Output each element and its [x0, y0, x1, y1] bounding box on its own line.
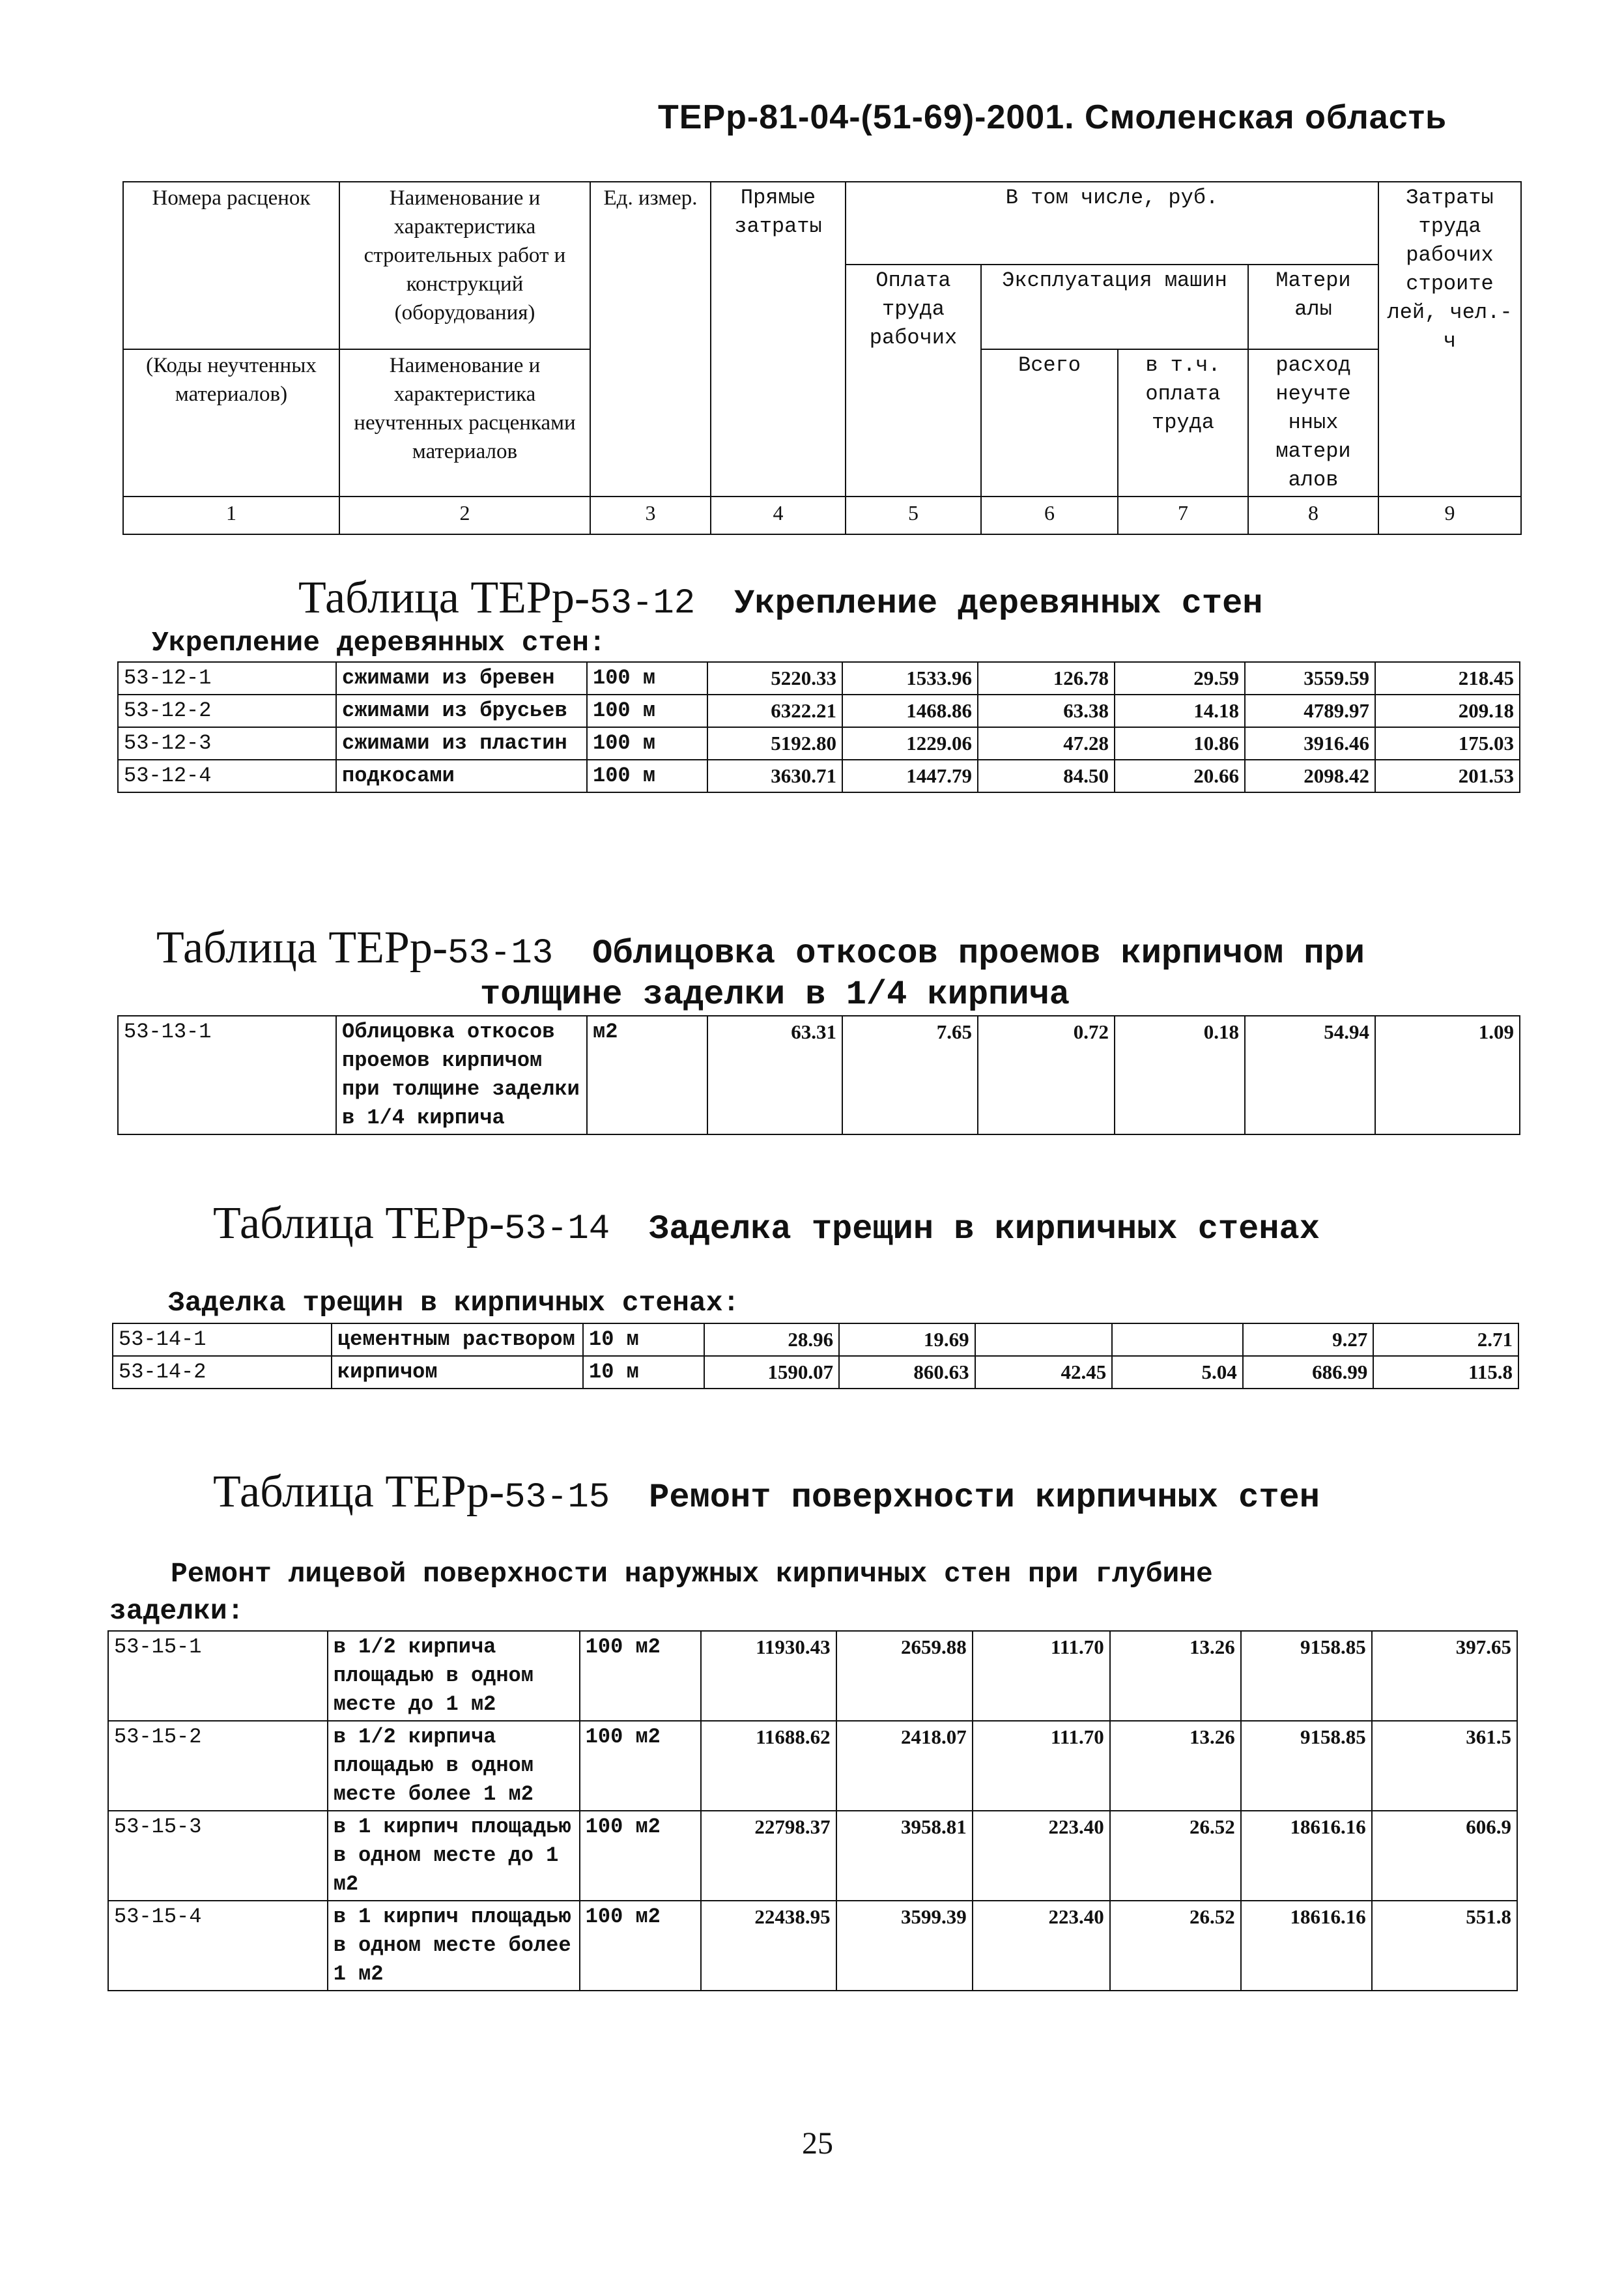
table-heading: Облицовка откосов проемов кирпичом при	[592, 934, 1365, 973]
cell-name: сжимами из брусьев	[336, 695, 587, 727]
table-label: Таблица ТЕРр-	[213, 1198, 505, 1248]
cell-labor: 2.71	[1373, 1323, 1518, 1356]
header-codes-unaccounted: (Коды неучтенных материалов)	[123, 349, 339, 497]
cell-mach-pay	[1112, 1323, 1243, 1356]
cell-code: 53-13-1	[118, 1016, 336, 1134]
cell-mach-pay: 13.26	[1110, 1721, 1241, 1811]
table-row	[118, 727, 1520, 760]
table-subtitle-53-12: Укрепление деревянных стен:	[152, 627, 606, 659]
table-row	[108, 1811, 1517, 1901]
table-title-53-12	[298, 572, 1263, 624]
cell-mat: 18616.16	[1241, 1901, 1372, 1991]
cell-mach-pay: 0.18	[1115, 1016, 1245, 1134]
cell-code: 53-12-1	[118, 662, 336, 695]
table-heading: Заделка трещин в кирпичных стенах	[649, 1210, 1320, 1248]
cell-name: Облицовка откосов проемов кирпичом при толщине заделки в 1/4 кирпича	[336, 1016, 587, 1134]
cell-labor: 201.53	[1375, 760, 1520, 792]
table-53-12	[117, 661, 1520, 793]
table-row	[118, 695, 1520, 727]
cell-name: в 1 кирпич площадью в одном месте до 1 м2	[328, 1811, 580, 1901]
header-materials: Матери алы	[1248, 265, 1378, 349]
cell-mach: 223.40	[973, 1901, 1110, 1991]
table-title-53-14	[213, 1198, 1320, 1250]
cell-mat: 54.94	[1245, 1016, 1375, 1134]
cell-name: в 1 кирпич площадью в одном месте более 1 м2	[328, 1901, 580, 1991]
cell-mach-pay: 5.04	[1112, 1356, 1243, 1389]
header-machines: Эксплуатация машин	[981, 265, 1248, 349]
cell-name: в 1/2 кирпича площадью в одном месте более 1 м2	[328, 1721, 580, 1811]
column-number: 4	[711, 497, 846, 534]
table-number: 53-15	[504, 1478, 610, 1518]
table-subtitle-53-15-line2: заделки:	[109, 1595, 244, 1627]
cell-pay: 7.65	[842, 1016, 978, 1134]
cell-unit: 10 м	[583, 1323, 704, 1356]
cell-direct: 3630.71	[707, 760, 842, 792]
table-53-14	[112, 1323, 1519, 1389]
cell-labor: 209.18	[1375, 695, 1520, 727]
cell-unit: 100 м	[587, 727, 707, 760]
cell-pay: 3958.81	[836, 1811, 973, 1901]
cell-pay: 1533.96	[842, 662, 978, 695]
cell-mach-pay: 13.26	[1110, 1631, 1241, 1721]
cell-mat: 2098.42	[1245, 760, 1375, 792]
cell-code: 53-12-4	[118, 760, 336, 792]
cell-mat: 686.99	[1243, 1356, 1374, 1389]
cell-name: в 1/2 кирпича площадью в одном месте до 1 м2	[328, 1631, 580, 1721]
cell-pay: 860.63	[839, 1356, 975, 1389]
cell-code: 53-14-2	[113, 1356, 332, 1389]
table-subtitle-53-14: Заделка трещин в кирпичных стенах:	[168, 1287, 740, 1319]
cell-pay: 1229.06	[842, 727, 978, 760]
cell-name: сжимами из пластин	[336, 727, 587, 760]
cell-mach-pay: 10.86	[1115, 727, 1245, 760]
cell-mach: 42.45	[975, 1356, 1113, 1389]
column-number: 6	[981, 497, 1118, 534]
cell-pay: 1468.86	[842, 695, 978, 727]
cell-pay: 3599.39	[836, 1901, 973, 1991]
cell-unit: 100 м2	[580, 1811, 701, 1901]
table-number: 53-13	[448, 934, 554, 973]
table-subtitle-53-15: Ремонт лицевой поверхности наружных кирпичных стен при глубине	[171, 1558, 1213, 1590]
header-unit: Ед. измер.	[590, 182, 711, 497]
column-number: 7	[1118, 497, 1248, 534]
table-heading-line2: толщине заделки в 1/4 кирпича	[480, 975, 1070, 1014]
table-row	[118, 1016, 1520, 1134]
column-number: 8	[1248, 497, 1378, 534]
cell-unit: 100 м2	[580, 1721, 701, 1811]
header-materials-use: расход неучте нных матери алов	[1248, 349, 1378, 497]
table-53-15	[107, 1630, 1518, 1991]
table-row	[113, 1323, 1518, 1356]
cell-labor: 551.8	[1372, 1901, 1517, 1991]
cell-mach: 111.70	[973, 1721, 1110, 1811]
header-codes: Номера расценок	[123, 182, 339, 349]
cell-mach: 223.40	[973, 1811, 1110, 1901]
cell-mach-pay: 29.59	[1115, 662, 1245, 695]
table-title-53-13	[156, 922, 1365, 974]
cell-mach: 84.50	[978, 760, 1115, 792]
table-row	[108, 1721, 1517, 1811]
cell-name: подкосами	[336, 760, 587, 792]
cell-unit: 100 м2	[580, 1631, 701, 1721]
cell-code: 53-15-4	[108, 1901, 328, 1991]
table-title-53-13-line2	[480, 975, 1070, 1014]
cell-direct: 11688.62	[701, 1721, 836, 1811]
cell-pay: 2659.88	[836, 1631, 973, 1721]
cell-mach-pay: 26.52	[1110, 1811, 1241, 1901]
cell-mach-pay: 14.18	[1115, 695, 1245, 727]
cell-mach	[975, 1323, 1113, 1356]
cell-code: 53-15-1	[108, 1631, 328, 1721]
table-53-13	[117, 1015, 1520, 1135]
cell-pay: 19.69	[839, 1323, 975, 1356]
cell-direct: 22438.95	[701, 1901, 836, 1991]
cell-unit: 10 м	[583, 1356, 704, 1389]
cell-unit: м2	[587, 1016, 707, 1134]
cell-unit: 100 м	[587, 695, 707, 727]
table-row	[113, 1356, 1518, 1389]
cell-direct: 28.96	[704, 1323, 840, 1356]
column-header-table	[122, 181, 1522, 535]
cell-mach: 126.78	[978, 662, 1115, 695]
cell-labor: 397.65	[1372, 1631, 1517, 1721]
running-head: ТЕРр-81-04-(51-69)-2001. Смоленская область	[658, 98, 1447, 136]
header-direct-costs: Прямые затраты	[711, 182, 846, 497]
table-number: 53-12	[590, 584, 696, 624]
cell-direct: 5192.80	[707, 727, 842, 760]
cell-direct: 6322.21	[707, 695, 842, 727]
cell-mat: 9158.85	[1241, 1631, 1372, 1721]
column-number: 3	[590, 497, 711, 534]
cell-unit: 100 м	[587, 760, 707, 792]
cell-mach-pay: 20.66	[1115, 760, 1245, 792]
header-name-unaccounted: Наименование и характеристика неучтенных расценками материалов	[339, 349, 590, 497]
table-label: Таблица ТЕРр-	[298, 573, 590, 623]
cell-direct: 63.31	[707, 1016, 842, 1134]
header-labor-pay: Оплата труда рабочих	[846, 265, 981, 497]
cell-mach-pay: 26.52	[1110, 1901, 1241, 1991]
cell-code: 53-15-2	[108, 1721, 328, 1811]
cell-pay: 1447.79	[842, 760, 978, 792]
cell-name: цементным раствором	[332, 1323, 583, 1356]
cell-name: сжимами из бревен	[336, 662, 587, 695]
cell-direct: 1590.07	[704, 1356, 840, 1389]
column-number: 5	[846, 497, 981, 534]
cell-labor: 175.03	[1375, 727, 1520, 760]
column-number: 1	[123, 497, 339, 534]
table-row	[118, 662, 1520, 695]
cell-mach: 0.72	[978, 1016, 1115, 1134]
table-heading: Ремонт поверхности кирпичных стен	[649, 1478, 1320, 1517]
cell-mat: 9158.85	[1241, 1721, 1372, 1811]
header-machines-total: Всего	[981, 349, 1118, 497]
header-including: В том числе, руб.	[846, 182, 1378, 265]
cell-labor: 218.45	[1375, 662, 1520, 695]
cell-mat: 4789.97	[1245, 695, 1375, 727]
table-label: Таблица ТЕРр-	[213, 1467, 505, 1517]
cell-code: 53-12-2	[118, 695, 336, 727]
page-number: 25	[802, 2126, 833, 2161]
table-row	[108, 1901, 1517, 1991]
cell-mach: 111.70	[973, 1631, 1110, 1721]
cell-unit: 100 м2	[580, 1901, 701, 1991]
table-label: Таблица ТЕРр-	[156, 923, 448, 973]
header-labor-costs: Затраты труда рабочих строите лей, чел.-ч	[1378, 182, 1521, 497]
table-heading: Укрепление деревянных стен	[734, 584, 1263, 623]
cell-mat: 9.27	[1243, 1323, 1374, 1356]
table-title-53-15	[213, 1466, 1320, 1518]
cell-labor: 1.09	[1375, 1016, 1520, 1134]
cell-labor: 115.8	[1373, 1356, 1518, 1389]
cell-code: 53-12-3	[118, 727, 336, 760]
table-number: 53-14	[504, 1209, 610, 1249]
cell-mat: 3559.59	[1245, 662, 1375, 695]
column-number: 9	[1378, 497, 1521, 534]
cell-name: кирпичом	[332, 1356, 583, 1389]
cell-labor: 361.5	[1372, 1721, 1517, 1811]
cell-mach: 47.28	[978, 727, 1115, 760]
table-row	[118, 760, 1520, 792]
cell-unit: 100 м	[587, 662, 707, 695]
cell-pay: 2418.07	[836, 1721, 973, 1811]
header-machines-pay: в т.ч. оплата труда	[1118, 349, 1248, 497]
header-name: Наименование и характеристика строительных работ и конструкций (оборудования)	[339, 182, 590, 349]
cell-mat: 3916.46	[1245, 727, 1375, 760]
cell-mach: 63.38	[978, 695, 1115, 727]
table-row	[108, 1631, 1517, 1721]
cell-code: 53-15-3	[108, 1811, 328, 1901]
cell-direct: 5220.33	[707, 662, 842, 695]
cell-code: 53-14-1	[113, 1323, 332, 1356]
column-number: 2	[339, 497, 590, 534]
cell-direct: 11930.43	[701, 1631, 836, 1721]
cell-direct: 22798.37	[701, 1811, 836, 1901]
cell-labor: 606.9	[1372, 1811, 1517, 1901]
cell-mat: 18616.16	[1241, 1811, 1372, 1901]
